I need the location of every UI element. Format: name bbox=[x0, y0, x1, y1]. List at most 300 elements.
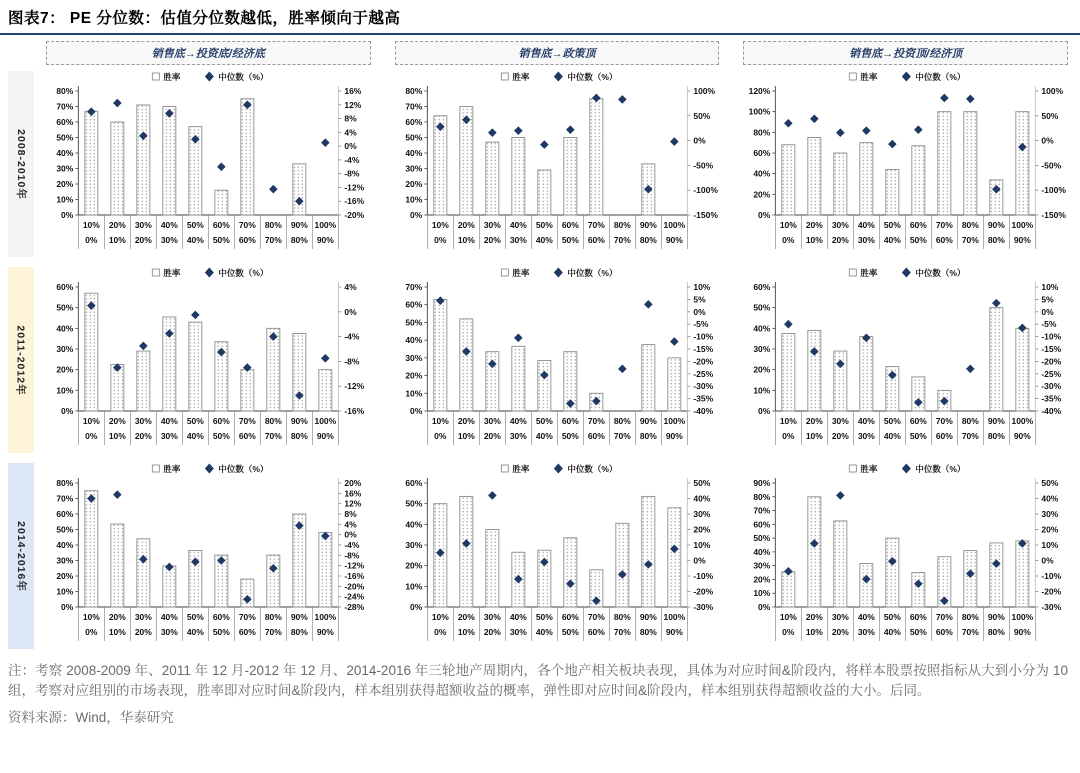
x-axis-label-decile: 60% bbox=[910, 612, 928, 622]
x-axis-label-decile-low: 50% bbox=[561, 627, 579, 637]
right-axis-tick-label: -150% bbox=[693, 210, 718, 220]
x-axis-label-decile: 30% bbox=[483, 612, 501, 622]
x-axis-label-decile-low: 10% bbox=[806, 431, 824, 441]
x-axis-label-decile: 80% bbox=[613, 220, 631, 230]
x-axis-label-decile: 80% bbox=[962, 416, 980, 426]
left-axis-tick-label: 40% bbox=[56, 148, 74, 158]
x-axis-label-decile-low: 60% bbox=[936, 627, 954, 637]
x-axis-label-decile: 100% bbox=[314, 612, 337, 622]
x-axis-label-decile-low: 60% bbox=[238, 431, 256, 441]
right-axis-tick-label: 0% bbox=[344, 306, 357, 317]
chart-2008-2010-policy-top bbox=[383, 67, 732, 261]
x-axis-label-decile-low: 40% bbox=[884, 431, 902, 441]
win-rate-bar bbox=[886, 170, 899, 215]
win-rate-bar bbox=[668, 508, 681, 607]
row-label-text: 2011-2012年 bbox=[14, 324, 27, 396]
x-axis-label-decile-low: 90% bbox=[1014, 431, 1032, 441]
x-axis-label-decile: 70% bbox=[238, 416, 256, 426]
win-rate-bar bbox=[163, 566, 176, 607]
combo-chart bbox=[383, 263, 732, 457]
combo-chart bbox=[383, 459, 732, 653]
left-axis-tick-label: 10% bbox=[753, 588, 771, 599]
right-axis-tick-label: 100% bbox=[693, 86, 715, 96]
right-axis-tick-label: 40% bbox=[1041, 493, 1059, 504]
x-axis-label-decile: 60% bbox=[910, 416, 928, 426]
x-axis-label-decile: 30% bbox=[832, 416, 850, 426]
page-title: 图表7： PE 分位数：估值分位数越低，胜率倾向于越高 bbox=[0, 0, 1080, 35]
win-rate-bar bbox=[319, 533, 332, 607]
note-text: 注：考察 2008-2009 年、2011 年 12 月-2012 年 12 月、2014-2016 年三轮地产周期内，各个地产相关板块表现，具体为对应时间&阶段内，将样本股票按照指标从大到小分为 10 组，考察对应组别的市场表现，胜率即对应时间&阶段内，样本组别获得超额收益的概率，弹性即对应时间&阶段内，样本组别获得超额收益的大小。后同。 bbox=[8, 663, 1068, 699]
x-axis-label-decile: 10% bbox=[82, 416, 100, 426]
right-axis-tick-label: -8% bbox=[344, 356, 360, 367]
x-axis-label-decile: 60% bbox=[212, 220, 230, 230]
right-axis-tick-label: 16% bbox=[344, 488, 362, 499]
win-rate-bar bbox=[642, 496, 655, 607]
x-axis-label-decile-low: 80% bbox=[988, 431, 1006, 441]
x-axis-label-decile-low: 70% bbox=[962, 431, 980, 441]
x-axis-label-decile-low: 90% bbox=[1014, 235, 1032, 245]
column-header-row bbox=[8, 41, 1080, 65]
right-axis-tick-label: 4% bbox=[344, 127, 357, 138]
x-axis-label-decile-low: 80% bbox=[988, 235, 1006, 245]
median-diamond bbox=[644, 300, 653, 309]
right-axis-tick-label: -16% bbox=[344, 571, 365, 581]
left-axis-tick-label: 60% bbox=[56, 117, 74, 127]
right-axis-tick-label: 0% bbox=[344, 141, 357, 152]
x-axis-label-decile: 40% bbox=[160, 416, 178, 426]
legend-bar-swatch bbox=[501, 73, 508, 80]
x-axis-label-decile-low: 20% bbox=[134, 431, 152, 441]
left-axis-tick-label: 40% bbox=[753, 323, 771, 334]
right-axis-tick-label: 0% bbox=[1041, 135, 1054, 146]
win-rate-bar bbox=[964, 112, 977, 215]
win-rate-bar bbox=[137, 351, 150, 411]
legend-diamond-swatch bbox=[902, 72, 911, 82]
right-axis-tick-label: -30% bbox=[693, 602, 713, 612]
x-axis-label-decile-low: 40% bbox=[186, 627, 204, 637]
x-axis-label-decile-low: 60% bbox=[587, 431, 605, 441]
left-axis-tick-label: 0% bbox=[61, 602, 74, 612]
x-axis-label-decile-low: 30% bbox=[160, 431, 178, 441]
x-axis-label-decile-low: 20% bbox=[134, 627, 152, 637]
x-axis-label-decile-low: 80% bbox=[290, 627, 308, 637]
left-axis-tick-label: 0% bbox=[758, 602, 771, 612]
right-axis-tick-label: -8% bbox=[344, 550, 360, 561]
win-rate-bar bbox=[85, 491, 98, 607]
right-axis-tick-label: -28% bbox=[344, 602, 365, 612]
win-rate-bar bbox=[189, 322, 202, 411]
median-diamond bbox=[191, 311, 200, 320]
x-axis-label-decile-low: 60% bbox=[238, 235, 256, 245]
median-diamond bbox=[670, 137, 679, 146]
x-axis-label-decile: 40% bbox=[509, 612, 527, 622]
right-axis-tick-label: -15% bbox=[1041, 344, 1062, 354]
x-axis-label-decile: 50% bbox=[186, 416, 204, 426]
x-axis-label-decile-low: 30% bbox=[509, 627, 527, 637]
left-axis-tick-label: 30% bbox=[56, 163, 74, 174]
left-axis-tick-label: 60% bbox=[753, 519, 771, 530]
legend-bar-label: 胜率 bbox=[163, 464, 181, 474]
left-axis-tick-label: 30% bbox=[753, 344, 771, 354]
x-axis-label-decile-low: 60% bbox=[587, 235, 605, 245]
right-axis-tick-label: -16% bbox=[344, 196, 365, 207]
win-rate-bar bbox=[834, 521, 847, 607]
chart-row-2014-2016 bbox=[8, 459, 1080, 653]
column-header-invest-bottom: 销售底→投资底/经济底 bbox=[46, 41, 371, 65]
x-axis-label-decile-low: 30% bbox=[160, 235, 178, 245]
right-axis-tick-label: 0% bbox=[693, 306, 706, 317]
win-rate-bar bbox=[964, 551, 977, 607]
right-axis-tick-label: -30% bbox=[1041, 602, 1062, 612]
x-axis-label-decile: 30% bbox=[134, 612, 152, 622]
right-axis-tick-label: 20% bbox=[693, 524, 711, 535]
x-axis-label-decile: 80% bbox=[264, 416, 282, 426]
right-axis-tick-label: 40% bbox=[693, 493, 711, 504]
right-axis-tick-label: 5% bbox=[693, 294, 706, 305]
x-axis-label-decile: 10% bbox=[431, 416, 449, 426]
left-axis-tick-label: 0% bbox=[61, 210, 74, 220]
right-axis-tick-label: -40% bbox=[1041, 406, 1062, 416]
legend-bar-swatch bbox=[501, 269, 508, 276]
right-axis-tick-label: -100% bbox=[693, 185, 718, 196]
left-axis-tick-label: 0% bbox=[409, 210, 423, 220]
median-diamond bbox=[321, 354, 330, 363]
legend-diamond-swatch bbox=[205, 268, 214, 278]
win-rate-bar bbox=[990, 308, 1003, 411]
left-axis-tick-label: 30% bbox=[753, 560, 771, 571]
x-axis-label-decile-low: 50% bbox=[910, 627, 928, 637]
right-axis-tick-label: 10% bbox=[1041, 282, 1059, 292]
median-diamond bbox=[966, 95, 975, 104]
x-axis-label-decile: 90% bbox=[639, 416, 657, 426]
x-axis-label-decile: 10% bbox=[431, 612, 449, 622]
win-rate-bar bbox=[860, 143, 873, 215]
right-axis-tick-label: 20% bbox=[1041, 524, 1059, 535]
win-rate-bar bbox=[460, 319, 473, 411]
median-diamond bbox=[836, 128, 845, 137]
x-axis-label-decile-low: 40% bbox=[884, 627, 902, 637]
legend-bar-label: 胜率 bbox=[512, 72, 530, 82]
x-axis-label-decile: 20% bbox=[108, 612, 126, 622]
left-axis-tick-label: 50% bbox=[404, 132, 423, 143]
chart-row-2008-2010 bbox=[8, 67, 1080, 261]
x-axis-label-decile-low: 30% bbox=[858, 431, 876, 441]
row-label-2008-2010 bbox=[8, 71, 34, 257]
median-diamond bbox=[488, 491, 497, 500]
x-axis-label-decile: 10% bbox=[431, 220, 449, 230]
right-axis-tick-label: 0% bbox=[344, 529, 357, 540]
row-label-text: 2008-2010年 bbox=[14, 128, 27, 200]
win-rate-bar bbox=[590, 99, 603, 215]
x-axis-label-decile: 50% bbox=[535, 416, 553, 426]
x-axis-label-decile: 20% bbox=[806, 612, 824, 622]
left-axis-tick-label: 40% bbox=[56, 540, 74, 550]
x-axis-label-decile-low: 90% bbox=[1014, 627, 1032, 637]
x-axis-label-decile-low: 90% bbox=[665, 627, 683, 637]
win-rate-bar bbox=[215, 190, 228, 215]
chart-2014-2016-invest-top bbox=[731, 459, 1080, 653]
right-axis-tick-label: 12% bbox=[344, 99, 362, 110]
left-axis-tick-label: 120% bbox=[748, 86, 771, 96]
left-axis-tick-label: 40% bbox=[404, 335, 423, 346]
legend-bar-swatch bbox=[850, 465, 857, 472]
left-axis-tick-label: 50% bbox=[56, 132, 74, 143]
x-axis-label-decile-low: 30% bbox=[858, 627, 876, 637]
legend-diamond-label: 中位数（%） bbox=[915, 72, 966, 82]
left-axis-tick-label: 0% bbox=[758, 210, 771, 220]
source-text: 资料来源：Wind，华泰研究 bbox=[8, 709, 174, 725]
win-rate-bar bbox=[267, 555, 280, 607]
legend-diamond-label: 中位数（%） bbox=[567, 72, 618, 82]
x-axis-label-decile-low: 50% bbox=[212, 235, 230, 245]
legend-diamond-label: 中位数（%） bbox=[218, 464, 269, 474]
right-axis-tick-label: 8% bbox=[344, 113, 357, 124]
x-axis-label-decile: 50% bbox=[884, 220, 902, 230]
x-axis-label-decile: 40% bbox=[160, 612, 178, 622]
x-axis-label-decile-low: 0% bbox=[85, 235, 98, 245]
x-axis-label-decile-low: 60% bbox=[238, 627, 256, 637]
x-axis-label-decile-low: 40% bbox=[884, 235, 902, 245]
left-axis-tick-label: 10% bbox=[56, 385, 74, 396]
right-axis-tick-label: 4% bbox=[344, 282, 357, 292]
win-rate-bar bbox=[834, 153, 847, 215]
left-axis-tick-label: 30% bbox=[404, 163, 423, 174]
x-axis-label-decile-low: 10% bbox=[108, 627, 126, 637]
x-axis-label-decile-low: 40% bbox=[535, 627, 553, 637]
left-axis-tick-label: 20% bbox=[56, 571, 74, 581]
x-axis-label-decile: 10% bbox=[82, 220, 100, 230]
combo-chart bbox=[731, 459, 1080, 653]
right-axis-tick-label: 30% bbox=[693, 509, 711, 519]
right-axis-tick-label: -20% bbox=[1041, 356, 1062, 367]
legend-bar-swatch bbox=[152, 269, 159, 276]
win-rate-bar bbox=[512, 138, 525, 216]
right-axis-tick-label: -24% bbox=[344, 591, 365, 602]
right-axis-tick-label: -40% bbox=[693, 406, 713, 416]
left-axis-tick-label: 20% bbox=[56, 179, 74, 189]
x-axis-label-decile-low: 90% bbox=[665, 235, 683, 245]
left-axis-tick-label: 30% bbox=[404, 540, 423, 550]
left-axis-tick-label: 10% bbox=[753, 385, 771, 396]
column-header-policy-top: 销售底→政策顶 bbox=[395, 41, 720, 65]
x-axis-label-decile-low: 10% bbox=[457, 235, 475, 245]
right-axis-tick-label: 8% bbox=[344, 509, 357, 519]
right-axis-tick-label: -50% bbox=[1041, 160, 1062, 171]
right-axis-tick-label: 50% bbox=[1041, 478, 1059, 488]
win-rate-bar bbox=[538, 361, 551, 411]
legend-diamond-label: 中位数（%） bbox=[915, 464, 966, 474]
x-axis-label-decile-low: 20% bbox=[832, 627, 850, 637]
left-axis-tick-label: 20% bbox=[404, 560, 423, 571]
x-axis-label-decile: 80% bbox=[962, 612, 980, 622]
left-axis-tick-label: 40% bbox=[753, 168, 771, 179]
x-axis-label-decile: 30% bbox=[483, 416, 501, 426]
left-axis-tick-label: 30% bbox=[56, 344, 74, 354]
right-axis-tick-label: -8% bbox=[344, 168, 360, 179]
right-axis-tick-label: -4% bbox=[344, 540, 360, 550]
legend-bar-swatch bbox=[850, 73, 857, 80]
right-axis-tick-label: -12% bbox=[344, 182, 365, 193]
right-axis-tick-label: -5% bbox=[693, 319, 709, 330]
x-axis-label-decile: 10% bbox=[780, 220, 798, 230]
x-axis-label-decile: 60% bbox=[910, 220, 928, 230]
right-axis-tick-label: -20% bbox=[1041, 586, 1062, 597]
x-axis-label-decile: 20% bbox=[806, 220, 824, 230]
chart-2008-2010-invest-bottom bbox=[34, 67, 383, 261]
left-axis-tick-label: 0% bbox=[409, 406, 423, 416]
left-axis-tick-label: 50% bbox=[753, 302, 771, 313]
median-diamond bbox=[670, 337, 679, 346]
x-axis-label-decile: 20% bbox=[108, 416, 126, 426]
left-axis-tick-label: 10% bbox=[56, 194, 74, 205]
right-axis-tick-label: -15% bbox=[693, 344, 713, 354]
win-rate-bar bbox=[85, 111, 98, 215]
x-axis-label-decile: 20% bbox=[457, 612, 475, 622]
legend-diamond-swatch bbox=[902, 268, 911, 278]
legend-diamond-label: 中位数（%） bbox=[218, 268, 269, 278]
chart-2014-2016-policy-top bbox=[383, 459, 732, 653]
median-diamond bbox=[784, 320, 793, 329]
left-axis-tick-label: 30% bbox=[56, 555, 74, 566]
chart-2011-2012-invest-bottom bbox=[34, 263, 383, 457]
left-axis-tick-label: 80% bbox=[404, 86, 423, 96]
right-axis-tick-label: 10% bbox=[693, 282, 711, 292]
x-axis-label-decile-low: 50% bbox=[212, 431, 230, 441]
win-rate-bar bbox=[241, 99, 254, 215]
legend-bar-label: 胜率 bbox=[163, 268, 181, 278]
median-diamond bbox=[139, 342, 148, 351]
right-axis-tick-label: 10% bbox=[1041, 540, 1059, 550]
x-axis-label-decile: 50% bbox=[884, 416, 902, 426]
x-axis-label-decile-low: 0% bbox=[85, 431, 98, 441]
right-axis-tick-label: -4% bbox=[344, 154, 360, 165]
x-axis-label-decile-low: 40% bbox=[535, 235, 553, 245]
chart-2011-2012-invest-top bbox=[731, 263, 1080, 457]
x-axis-label-decile: 20% bbox=[457, 416, 475, 426]
left-axis-tick-label: 10% bbox=[404, 194, 423, 205]
right-axis-tick-label: 5% bbox=[1041, 294, 1054, 305]
combo-chart bbox=[731, 67, 1080, 261]
x-axis-label-decile: 90% bbox=[988, 220, 1006, 230]
right-axis-tick-label: 12% bbox=[344, 498, 362, 509]
win-rate-bar bbox=[460, 496, 473, 607]
legend-diamond-swatch bbox=[554, 464, 563, 474]
left-axis-tick-label: 50% bbox=[753, 533, 771, 544]
x-axis-label-decile: 50% bbox=[884, 612, 902, 622]
right-axis-tick-label: -100% bbox=[1041, 185, 1067, 196]
legend-diamond-swatch bbox=[554, 72, 563, 82]
x-axis-label-decile: 80% bbox=[613, 612, 631, 622]
right-axis-tick-label: 0% bbox=[1041, 306, 1054, 317]
median-diamond bbox=[784, 119, 793, 128]
left-axis-tick-label: 60% bbox=[753, 148, 771, 158]
x-axis-label-decile: 10% bbox=[780, 416, 798, 426]
legend-diamond-swatch bbox=[902, 464, 911, 474]
x-axis-label-decile-low: 40% bbox=[186, 235, 204, 245]
x-axis-label-decile-low: 80% bbox=[639, 235, 657, 245]
win-rate-bar bbox=[137, 539, 150, 607]
combo-chart bbox=[34, 263, 383, 457]
x-axis-label-decile: 60% bbox=[212, 416, 230, 426]
x-axis-label-decile-low: 10% bbox=[457, 627, 475, 637]
x-axis-label-decile: 70% bbox=[238, 220, 256, 230]
left-axis-tick-label: 10% bbox=[404, 388, 423, 399]
left-axis-tick-label: 80% bbox=[753, 491, 771, 502]
left-axis-tick-label: 90% bbox=[753, 478, 771, 488]
chart-2008-2010-invest-top bbox=[731, 67, 1080, 261]
legend-diamond-label: 中位数（%） bbox=[567, 464, 618, 474]
right-axis-tick-label: -35% bbox=[1041, 393, 1062, 404]
x-axis-label-decile: 40% bbox=[509, 416, 527, 426]
x-axis-label-decile: 50% bbox=[186, 612, 204, 622]
median-diamond bbox=[514, 126, 523, 135]
legend-diamond-swatch bbox=[205, 72, 214, 82]
median-diamond bbox=[540, 140, 549, 149]
right-axis-tick-label: -16% bbox=[344, 406, 365, 416]
x-axis-label-decile-low: 20% bbox=[134, 235, 152, 245]
right-axis-tick-label: -10% bbox=[693, 571, 713, 581]
x-axis-label-decile-low: 0% bbox=[433, 627, 447, 637]
x-axis-label-decile-low: 60% bbox=[936, 235, 954, 245]
x-axis-label-decile: 90% bbox=[290, 416, 308, 426]
x-axis-label-decile-low: 50% bbox=[212, 627, 230, 637]
left-axis-tick-label: 30% bbox=[404, 352, 423, 363]
median-diamond bbox=[888, 140, 897, 149]
legend-bar-label: 胜率 bbox=[512, 464, 530, 474]
right-axis-tick-label: -30% bbox=[1041, 381, 1062, 392]
x-axis-label-decile-low: 10% bbox=[806, 235, 824, 245]
right-axis-tick-label: 20% bbox=[344, 478, 362, 488]
x-axis-label-decile-low: 30% bbox=[509, 235, 527, 245]
x-axis-label-decile-low: 70% bbox=[962, 235, 980, 245]
x-axis-label-decile-low: 20% bbox=[832, 431, 850, 441]
left-axis-tick-label: 40% bbox=[404, 519, 423, 530]
x-axis-label-decile-low: 0% bbox=[433, 235, 447, 245]
win-rate-bar bbox=[912, 146, 925, 215]
right-axis-tick-label: -5% bbox=[1041, 319, 1057, 330]
right-axis-tick-label: -20% bbox=[693, 586, 713, 597]
x-axis-label-decile: 80% bbox=[962, 220, 980, 230]
left-axis-tick-label: 60% bbox=[56, 509, 74, 519]
x-axis-label-decile-low: 70% bbox=[264, 627, 282, 637]
x-axis-label-decile-low: 0% bbox=[782, 627, 795, 637]
x-axis-label-decile-low: 70% bbox=[264, 235, 282, 245]
median-diamond bbox=[914, 125, 923, 134]
win-rate-bar bbox=[990, 543, 1003, 607]
chart-2014-2016-invest-bottom bbox=[34, 459, 383, 653]
left-axis-tick-label: 20% bbox=[753, 189, 771, 200]
win-rate-bar bbox=[564, 538, 577, 607]
x-axis-label-decile: 90% bbox=[290, 612, 308, 622]
right-axis-tick-label: -25% bbox=[693, 368, 713, 379]
x-axis-label-decile: 70% bbox=[587, 220, 605, 230]
column-header-invest-top: 销售底→投资顶/经济顶 bbox=[743, 41, 1068, 65]
win-rate-bar bbox=[782, 145, 795, 215]
legend-bar-label: 胜率 bbox=[512, 268, 530, 278]
right-axis-tick-label: 50% bbox=[693, 478, 711, 488]
x-axis-label-decile: 40% bbox=[858, 612, 876, 622]
right-axis-tick-label: 50% bbox=[1041, 110, 1059, 121]
x-axis-label-decile: 30% bbox=[483, 220, 501, 230]
left-axis-tick-label: 70% bbox=[56, 101, 74, 112]
right-axis-tick-label: -150% bbox=[1041, 210, 1067, 220]
x-axis-label-decile: 80% bbox=[264, 612, 282, 622]
legend-bar-label: 胜率 bbox=[860, 72, 878, 82]
x-axis-label-decile: 10% bbox=[780, 612, 798, 622]
win-rate-bar bbox=[668, 358, 681, 411]
win-rate-bar bbox=[782, 334, 795, 412]
win-rate-bar bbox=[808, 330, 821, 411]
